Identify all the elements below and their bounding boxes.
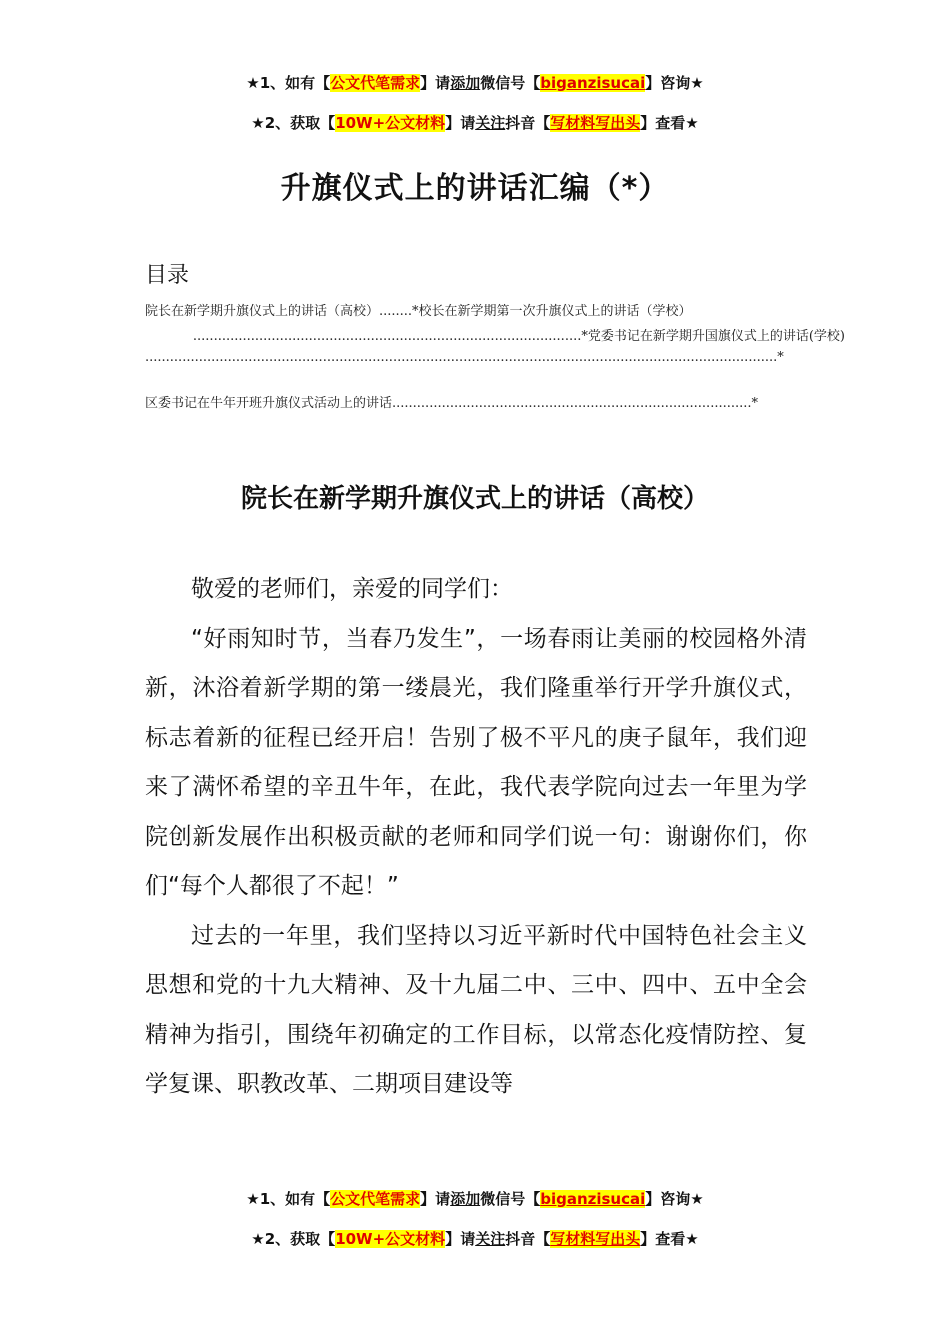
top-banner-line-1: ★1、如有【公文代笔需求】请添加微信号【biganzisucai】咨询★	[246, 74, 704, 92]
highlight-service: 公文代笔需求	[330, 1190, 421, 1208]
highlight-materials: 10W+公文材料	[335, 114, 446, 132]
speech-body	[145, 565, 807, 1110]
bottom-banner-line-2: ★2、获取【10W+公文材料】请关注抖音【写材料写出头】查看★	[251, 1230, 699, 1248]
douyin-account: 写材料写出头	[550, 114, 641, 132]
section-title: 院长在新学期升旗仪式上的讲话（高校）	[240, 484, 709, 514]
toc-entry[interactable]: 区委书记在牛年开班升旗仪式活动上的讲话.......................................................................................*	[145, 396, 759, 411]
top-banner-line-2: ★2、获取【10W+公文材料】请关注抖音【写材料写出头】查看★	[251, 114, 699, 132]
wechat-id: biganzisucai	[540, 1190, 646, 1208]
document-title: 升旗仪式上的讲话汇编（*）	[280, 171, 670, 206]
douyin-account: 写材料写出头	[550, 1230, 641, 1248]
toc-entry[interactable]: ..............................................................................................*党委书记在新学期升国旗仪式上的讲话(学校)	[192, 329, 845, 344]
toc-entry[interactable]: .........................................................................................................................................................*	[145, 350, 784, 365]
paragraph: “好雨知时节，当春乃发生”，一场春雨让美丽的校园格外清新，沐浴着新学期的第一缕晨光，我们隆重举行开学升旗仪式，标志着新的征程已经开启！告别了极不平凡的庚子鼠年，我们迎来了满怀希望的辛丑牛年，在此，我代表学院向过去一年里为学院创新发展作出积极贡献的老师和同学们说一句：谢谢你们，你们“每个人都很了不起！”	[145, 625, 807, 899]
salutation: 敬爱的老师们，亲爱的同学们：	[191, 576, 513, 602]
highlight-materials: 10W+公文材料	[335, 1230, 446, 1248]
toc-entry[interactable]: 院长在新学期升旗仪式上的讲话（高校）........*校长在新学期第一次升旗仪式上的讲话（学校）	[145, 304, 692, 319]
paragraph: 过去的一年里，我们坚持以习近平新时代中国特色社会主义思想和党的十九大精神、及十九届二中、三中、四中、五中全会精神为指引，围绕年初确定的工作目标，以常态化疫情防控、复学复课、职教改革、二期项目建设等	[145, 922, 807, 1097]
wechat-id: biganzisucai	[540, 74, 646, 92]
bottom-banner-line-1: ★1、如有【公文代笔需求】请添加微信号【biganzisucai】咨询★	[246, 1190, 704, 1208]
highlight-service: 公文代笔需求	[330, 74, 421, 92]
toc-heading: 目录	[145, 263, 190, 288]
